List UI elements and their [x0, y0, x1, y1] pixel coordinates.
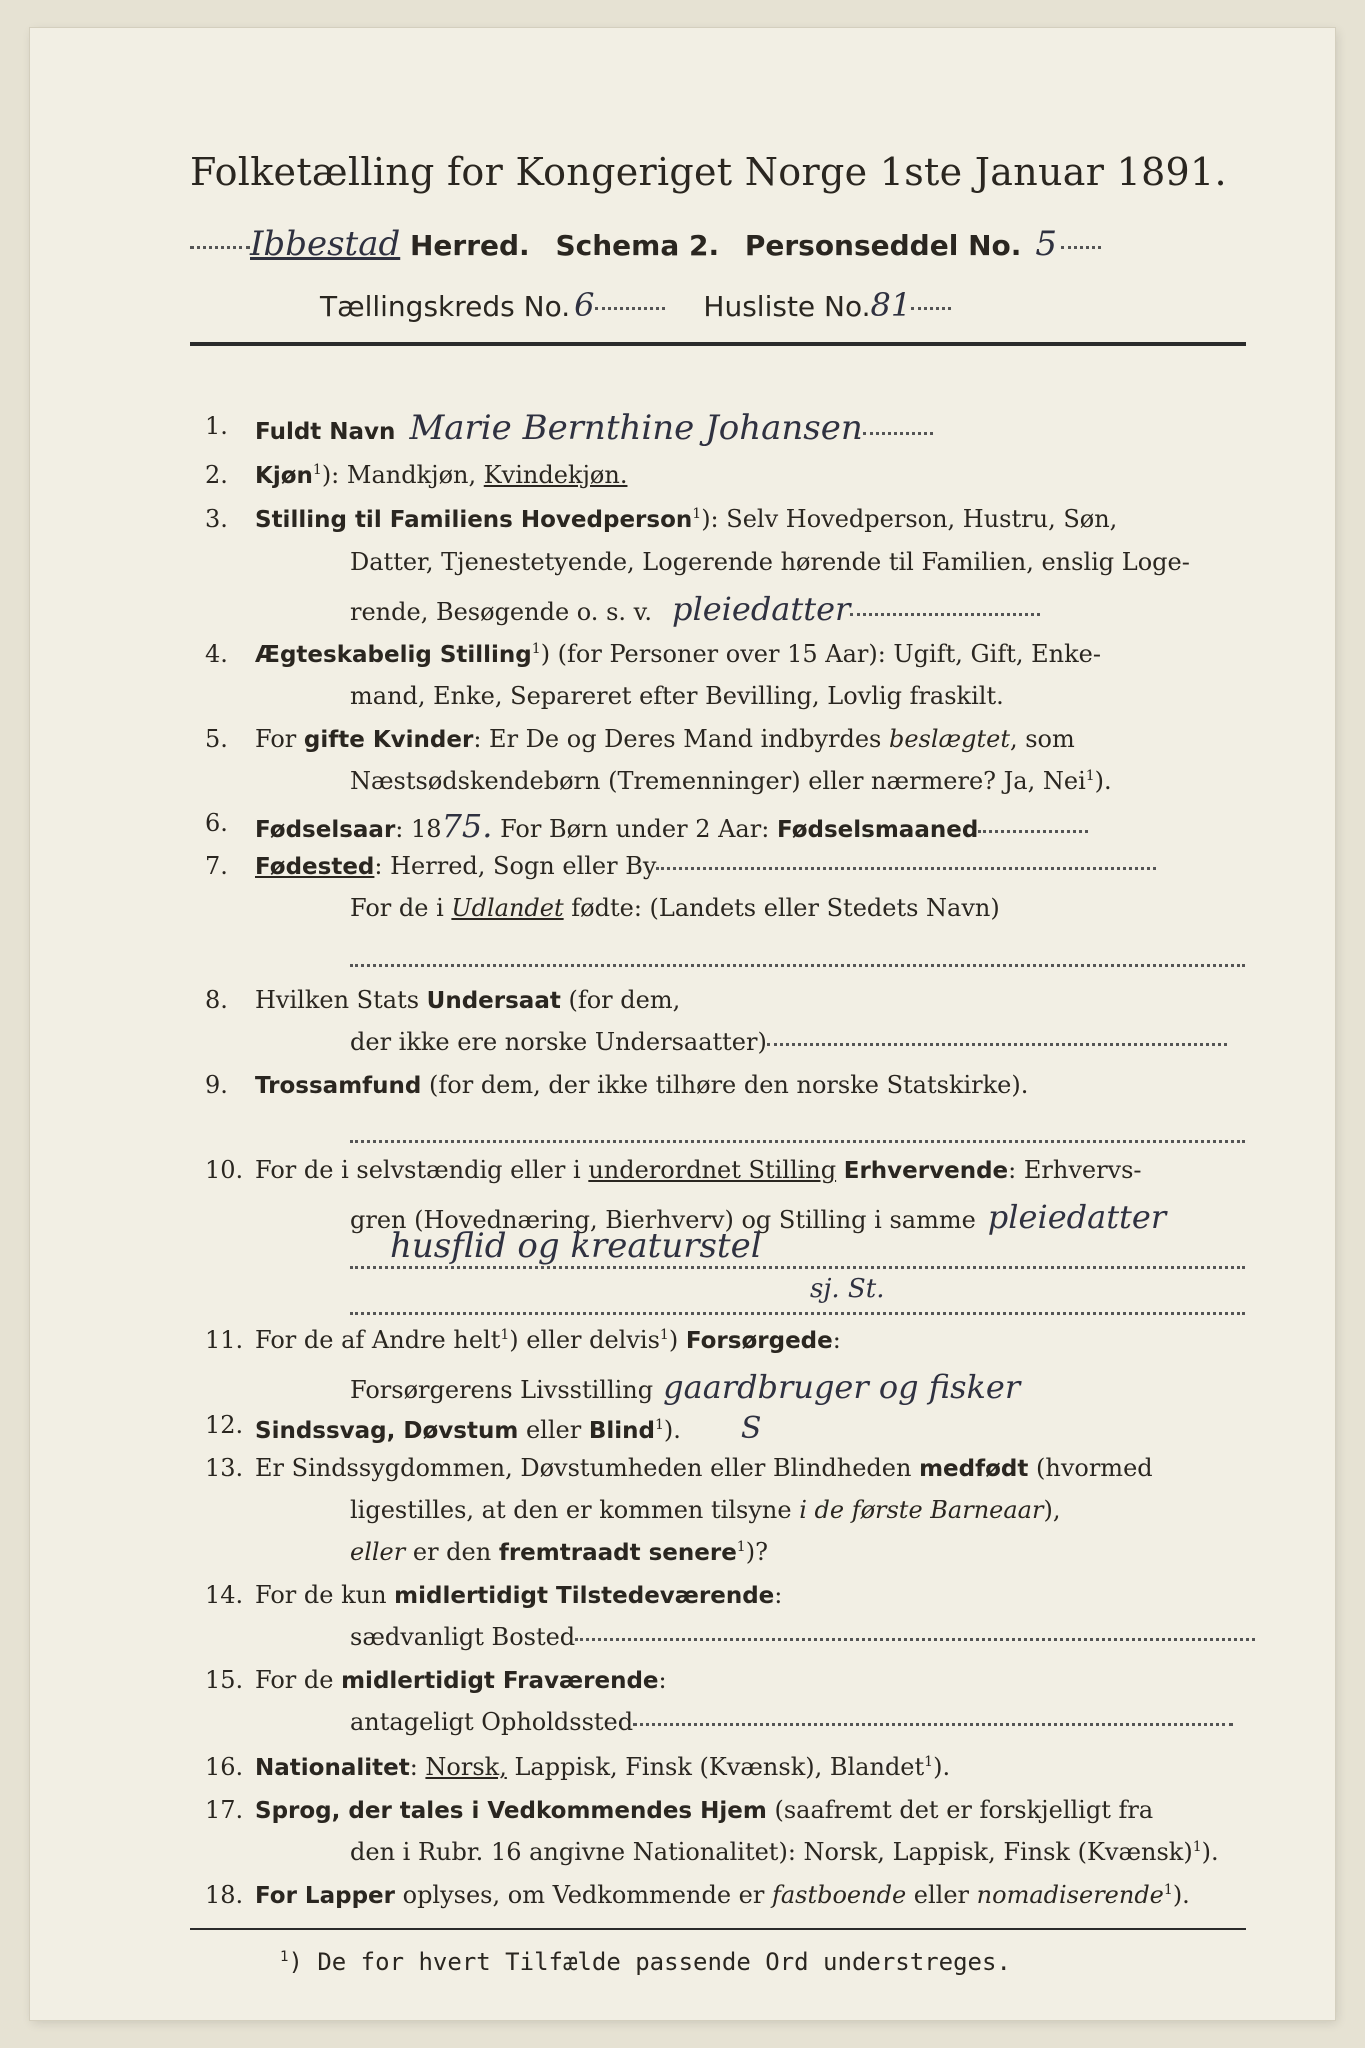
q16-label: Nationalitet: [255, 1755, 410, 1781]
census-form-page: [30, 28, 1335, 2020]
q10-answer-note: sj. St.: [810, 1274, 885, 1304]
kreds-label: Tællingskreds No.: [320, 290, 571, 323]
q13-line2: ligestilles, at den er kommen tilsyne i de første Barneaar),: [350, 1496, 1061, 1524]
q9-blank-line: [350, 1130, 1245, 1149]
q2-selected-option: Kvindekjøn.: [483, 461, 628, 489]
q10-number: 10.: [205, 1156, 244, 1184]
q18-row: For Lapper oplyses, om Vedkommende er fastboende eller nomadiserende$^1$).: [255, 1881, 1190, 1909]
q14-number: 14.: [205, 1581, 244, 1609]
q12-number: 12.: [205, 1411, 244, 1439]
header-rule: [190, 342, 1246, 346]
q9-row: Trossamfund (for dem, der ikke tilhøre den norske Statskirke).: [255, 1071, 1029, 1099]
q18-number: 18.: [205, 1881, 244, 1909]
q11-line2: Forsørgerens Livsstilling gaardbruger og fisker: [350, 1368, 1021, 1406]
herred-label: Herred.: [409, 229, 530, 262]
q8-line2: der ikke ere norske Undersaatter): [350, 1028, 1227, 1056]
q10-answer-trade: husflid og kreaturstel: [390, 1226, 762, 1266]
q6-row: Fødselsaar: 1875. For Børn under 2 Aar: Fødselsmaaned: [255, 807, 1088, 845]
q4-line1: Ægteskabelig Stilling$^1$) (for Personer over 15 Aar): Ugift, Gift, Enke-: [255, 640, 1101, 668]
q10-blank-line-1: [350, 1256, 1245, 1275]
q11-line1: For de af Andre helt$^1$) eller delvis$^1$) Forsørgede:: [255, 1326, 841, 1354]
q6-answer: 75.: [441, 807, 493, 845]
q15-number: 15.: [205, 1666, 244, 1694]
q1-row: [255, 408, 933, 448]
kreds-no: 6: [574, 286, 595, 324]
q2-label: Kjøn: [255, 463, 313, 489]
q4-line2: mand, Enke, Separeret efter Bevilling, Lovlig fraskilt.: [350, 682, 1004, 710]
q3-label: Stilling til Familiens Hovedperson: [255, 507, 693, 533]
q13-line1: Er Sindssygdommen, Døvstumheden eller Blindheden medfødt (hvormed: [255, 1454, 1153, 1482]
q7-number: 7.: [205, 852, 228, 880]
q17-line2: den i Rubr. 16 angivne Nationalitet): Norsk, Lappisk, Finsk (Kvænsk)$^1$).: [350, 1838, 1219, 1866]
q3-line3: rende, Besøgende o. s. v. pleiedatter: [350, 590, 1040, 628]
husliste-label: Husliste No.: [703, 290, 871, 323]
q2-row: Kjøn$^1$): Mandkjøn, Kvindekjøn.: [255, 461, 628, 489]
footnote: $^1$) De for hvert Tilfælde passende Ord understreges.: [280, 1948, 1011, 1976]
q15-line2: antageligt Opholdssted: [350, 1708, 1233, 1736]
q14-line2: sædvanligt Bosted: [350, 1623, 1255, 1651]
q3-answer: pleiedatter: [671, 590, 851, 628]
q16-row: Nationalitet: Norsk, Lappisk, Finsk (Kvænsk), Blandet$^1$).: [255, 1753, 951, 1781]
q3-line2: Datter, Tjenestetyende, Logerende hørende til Familien, enslig Loge-: [350, 548, 1190, 576]
q17-label: Sprog, der tales i Vedkommendes Hjem: [255, 1798, 767, 1824]
personseddel-no: 5: [1035, 224, 1058, 264]
kreds-line: [320, 286, 951, 324]
q3-number: 3.: [205, 505, 228, 533]
herred-name: Ibbestad: [250, 224, 401, 264]
q9-number: 9.: [205, 1071, 228, 1099]
q7-line2: For de i Udlandet fødte: (Landets eller Stedets Navn): [350, 894, 1000, 922]
q8-line1: Hvilken Stats Undersaat (for dem,: [255, 986, 681, 1014]
q12-row: Sindssvag, Døvstum eller Blind$^1$). S: [255, 1411, 762, 1446]
q17-line1: Sprog, der tales i Vedkommendes Hjem (saafremt det er forskjelligt fra: [255, 1796, 1154, 1824]
q8-number: 8.: [205, 986, 228, 1014]
q1-answer: Marie Bernthine Johansen: [409, 408, 863, 448]
q5-line1: For gifte Kvinder: Er De og Deres Mand indbyrdes beslægtet, som: [255, 725, 1075, 753]
q7-label: Fødested: [255, 854, 375, 880]
q4-number: 4.: [205, 640, 228, 668]
form-title: Folketælling for Kongeriget Norge 1ste Januar 1891.: [190, 150, 1227, 194]
q12-label: Sindssvag, Døvstum: [255, 1418, 519, 1444]
schema-label: Schema 2.: [555, 229, 720, 262]
personseddel-label: Personseddel No.: [744, 229, 1022, 262]
q7-line1: Fødested: Herred, Sogn eller By: [255, 852, 1156, 880]
q6-number: 6.: [205, 809, 228, 837]
q1-label: Fuldt Navn: [255, 419, 396, 445]
q16-number: 16.: [205, 1753, 244, 1781]
q5-line2: Næstsødskendebørn (Tremenninger) eller nærmere? Ja, Nei$^1$).: [350, 767, 1112, 795]
q10-answer-position: pleiedatter: [987, 1198, 1167, 1236]
q15-line1: For de midlertidigt Fraværende:: [255, 1666, 667, 1694]
q9-label: Trossamfund: [255, 1073, 422, 1099]
q11-answer: gaardbruger og fisker: [663, 1368, 1021, 1406]
q10-line2: gren (Hovednæring, Bierhverv) og Stilling i samme pleiedatter: [350, 1198, 1167, 1236]
q13-line3: eller er den fremtraadt senere$^1$)?: [350, 1538, 768, 1566]
q17-number: 17.: [205, 1796, 244, 1824]
q5-number: 5.: [205, 725, 228, 753]
q3-line1: Stilling til Familiens Hovedperson$^1$): Selv Hovedperson, Hustru, Søn,: [255, 505, 1118, 533]
q1-number: 1.: [205, 412, 228, 440]
herred-line: [190, 224, 1101, 264]
q11-number: 11.: [205, 1326, 244, 1354]
q14-line1: For de kun midlertidigt Tilstedeværende:: [255, 1581, 783, 1609]
q4-label: Ægteskabelig Stilling: [255, 642, 532, 668]
q12-answer: S: [740, 1411, 762, 1446]
q2-number: 2.: [205, 461, 228, 489]
q6-label: Fødselsaar: [255, 817, 396, 843]
footer-rule: [190, 1928, 1246, 1930]
q7-blank-line: [350, 954, 1245, 973]
q13-number: 13.: [205, 1454, 244, 1482]
husliste-no: 81: [870, 286, 912, 324]
q10-line1: For de i selvstændig eller i underordnet Stilling Erhvervende: Erhvervs-: [255, 1156, 1142, 1184]
q10-blank-line-2: [350, 1302, 1245, 1321]
q16-selected-option: Norsk,: [425, 1753, 507, 1781]
